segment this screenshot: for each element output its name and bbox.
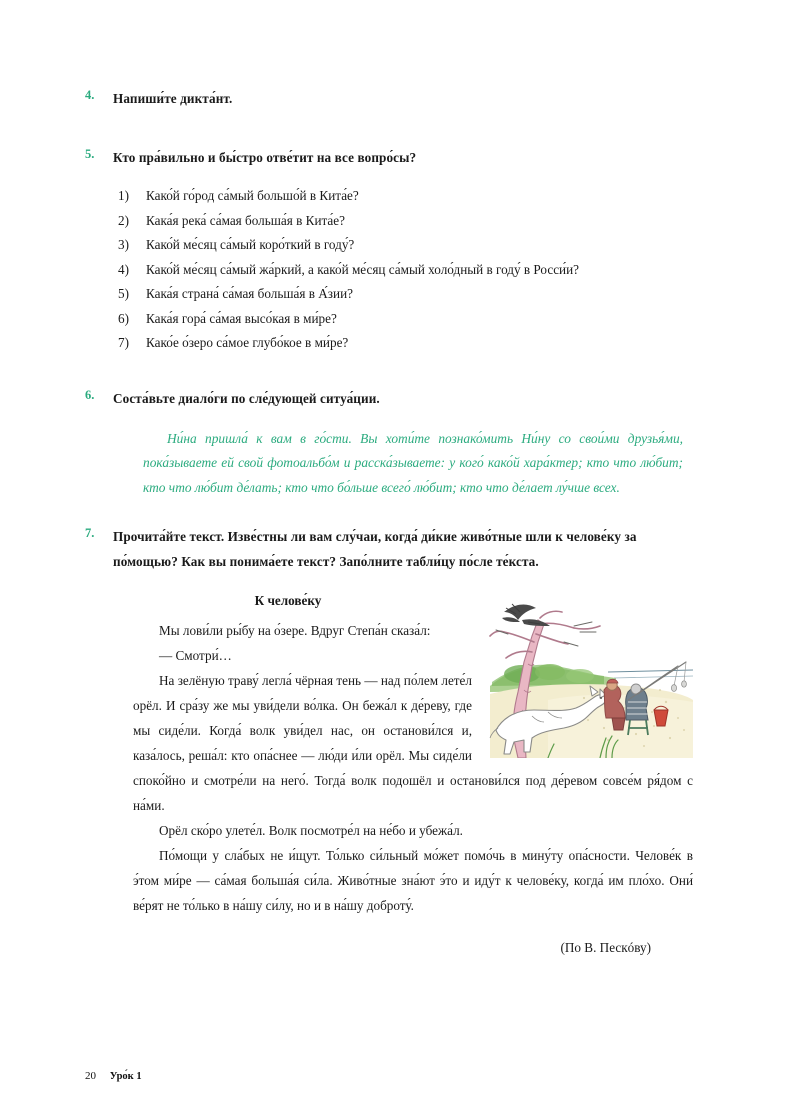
question-marker: 4) — [118, 261, 129, 277]
question-marker: 3) — [118, 237, 129, 252]
reading-title: К челове́ку — [254, 593, 322, 608]
question-marker: 7) — [118, 335, 129, 350]
reading-attribution: (По В. Пескóву) — [560, 940, 651, 955]
list-item — [118, 331, 700, 356]
question-marker: 6) — [118, 310, 129, 326]
question-marker: 2) — [118, 212, 129, 228]
exercise-7-title: Прочита́йте текст. Изве́стны ли вам слу́чаи, когда́ ди́кие живо́тные шли к челове́ку за по́мощью? Как вы понима́ете текст? Запо́лните табли́цу по́сле те́кста. — [113, 529, 637, 569]
reading-paragraph: — Смотри́… — [159, 648, 232, 663]
list-item — [118, 209, 700, 234]
reading-paragraph: На зелёную траву́ легла́ чёрная тень — над по́лем лете́л орёл. И сра́зу же мы уви́дели во́лка. Он бежа́л к де́реву, где мы сиде́ли. Когда́ волк уви́дел нас, он останови́лся и, каза́лось, реша́л: кто опа́снее — лю́ди и́ли орёл. Мы сиде́ли споко́йно и смотре́ли на него́. Тогда́ волк подошёл и останови́лся под де́ревом совсе́м ря́дом с на́ми. — [133, 673, 693, 813]
lesson-label: Уро́к 1 — [109, 1071, 142, 1082]
situation-text: Ни́на пришла́ к вам в го́сти. Вы хоти́те познако́мить Ни́ну со свои́ми друзья́ми, пока́зываете ей свой фотоальбо́м и расска́зываете: у кого́ како́й хара́ктер; кто что лю́бит; кто что лю́бит де́лать; кто что бо́льше всего́ лю́бит; кто что де́лает лу́чше всех. — [143, 430, 683, 495]
list-item — [118, 184, 700, 209]
exercise-6-number: 6. — [85, 387, 95, 402]
question-text: Како́й ме́сяц са́мый жа́ркий, а како́й ме́сяц са́мый холо́дный в году́ в Росси́и? — [146, 261, 580, 277]
exercise-4-title: Напиши́те дикта́нт. — [113, 91, 233, 106]
exercise-4-number: 4. — [85, 88, 95, 102]
reading-paragraph: Мы лови́ли ры́бу на о́зере. Вдруг Степа́н сказа́л: — [159, 623, 431, 638]
question-marker: 5) — [118, 286, 129, 301]
exercise-7 — [85, 524, 700, 574]
spacer — [85, 111, 700, 145]
exercise-5-title: Кто пра́вильно и бы́стро отве́тит на все вопро́сы? — [113, 150, 417, 165]
reading-text-block — [133, 590, 693, 960]
list-item — [118, 282, 700, 307]
question-text: Кака́я страна́ са́мая больша́я в А́зии? — [146, 286, 353, 301]
question-list — [85, 184, 700, 356]
spacer — [85, 500, 700, 524]
spacer — [85, 356, 700, 386]
question-marker: 1) — [118, 188, 129, 203]
reading-paragraph: По́мощи у сла́бых не и́щут. То́лько си́льный мо́жет помо́чь в мину́ту опа́сности. Челове́к в э́том ми́ре — са́мая больша́я си́ла. Живо́тные зна́ют э́то и иду́т к челове́ку, когда́ им пло́хо. Они́ ве́рят не то́лько в на́шу си́лу, но и в на́шу доброту́. — [133, 848, 693, 913]
question-text: Како́й го́род са́мый большо́й в Кита́е? — [146, 188, 359, 203]
question-text: Како́е о́зеро са́мое глубо́кое в ми́ре? — [146, 335, 349, 350]
exercise-6-title: Соста́вьте диало́ги по сле́дующей ситуа́ции. — [113, 390, 380, 406]
question-text: Кака́я гора́ са́мая высо́кая в ми́ре? — [146, 310, 337, 326]
exercise-5 — [85, 145, 700, 170]
fishermen-wolf-eagle-illustration — [488, 590, 693, 758]
exercise-6 — [85, 386, 700, 411]
question-text: Кака́я река́ са́мая больша́я в Кита́е? — [146, 212, 345, 228]
exercise-5-number: 5. — [85, 147, 95, 161]
exercise-4 — [85, 86, 700, 111]
exercise-7-number: 7. — [85, 526, 95, 540]
list-item — [118, 307, 700, 332]
list-item — [118, 233, 700, 258]
reading-paragraph: Орёл ско́ро улете́л. Волк посмотре́л на не́бо и убежа́л. — [159, 823, 463, 838]
page-footer — [85, 1069, 142, 1084]
list-item — [118, 258, 700, 283]
question-text: Како́й ме́сяц са́мый коро́ткий в году́? — [146, 237, 355, 252]
page-number: 20 — [85, 1070, 96, 1082]
